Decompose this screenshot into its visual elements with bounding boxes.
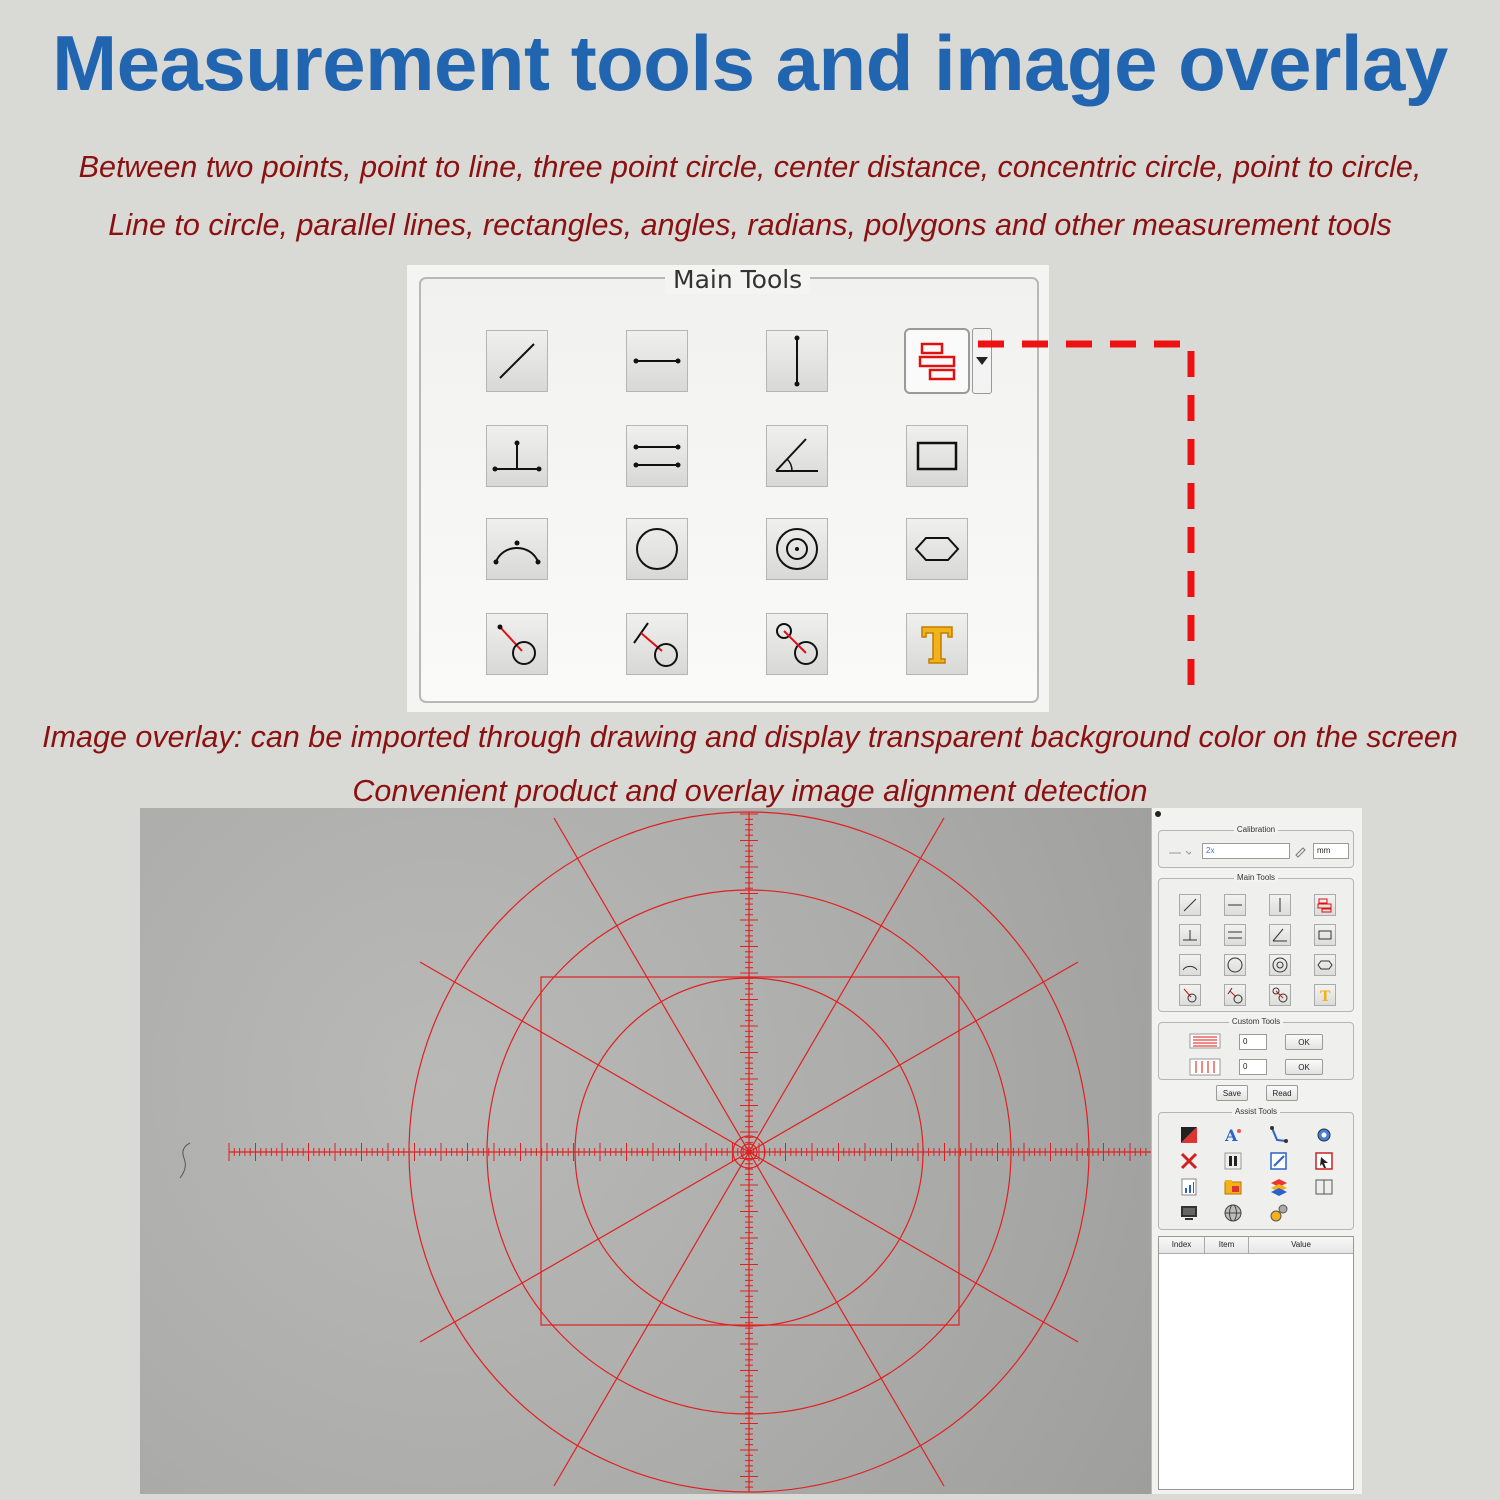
line-to-circle-icon bbox=[1225, 985, 1245, 1005]
node-path-icon[interactable] bbox=[1269, 1125, 1289, 1145]
line-to-circle-tool-button[interactable] bbox=[626, 613, 688, 675]
center-distance-icon bbox=[770, 617, 824, 671]
column-value[interactable]: Value bbox=[1291, 1240, 1311, 1249]
center-distance-mini-button[interactable] bbox=[1269, 984, 1291, 1006]
caption-overlay-line-2: Convenient product and overlay image alignment detection bbox=[352, 774, 1148, 808]
rectangle-tool-button[interactable] bbox=[906, 425, 968, 487]
layers-icon[interactable] bbox=[1269, 1177, 1289, 1197]
two-point-line-mini-button[interactable] bbox=[1179, 894, 1201, 916]
parallel-lines-icon bbox=[1225, 925, 1245, 945]
vertical-grid-count[interactable]: 0 bbox=[1239, 1059, 1267, 1075]
assist-tools-title: Assist Tools bbox=[1232, 1107, 1280, 1116]
pencil-icon[interactable] bbox=[1293, 844, 1307, 858]
vertical-line-tool-button[interactable] bbox=[766, 330, 828, 392]
cursor-capture-icon[interactable] bbox=[1314, 1151, 1334, 1171]
point-to-line-icon bbox=[490, 429, 544, 483]
side-main-tools-title: Main Tools bbox=[1234, 873, 1278, 882]
results-table-header bbox=[1159, 1237, 1353, 1254]
page-title: Measurement tools and image overlay bbox=[52, 19, 1448, 107]
custom-tools-title: Custom Tools bbox=[1229, 1017, 1283, 1026]
concentric-circle-icon bbox=[770, 522, 824, 576]
calibration-group bbox=[1158, 825, 1354, 868]
point-to-circle-icon bbox=[1180, 985, 1200, 1005]
line-to-circle-mini-button[interactable] bbox=[1224, 984, 1246, 1006]
polygon-mini-button[interactable] bbox=[1314, 954, 1336, 976]
pause-icon[interactable] bbox=[1223, 1151, 1243, 1171]
custom-tool-button[interactable] bbox=[904, 328, 970, 394]
globe-icon[interactable] bbox=[1223, 1203, 1243, 1223]
concentric-circle-mini-button[interactable] bbox=[1269, 954, 1291, 976]
center-distance-tool-button[interactable] bbox=[766, 613, 828, 675]
vertical-grid-icon[interactable] bbox=[1189, 1058, 1221, 1076]
point-to-circle-icon bbox=[490, 617, 544, 671]
custom-tool-icon bbox=[1315, 895, 1335, 915]
line-to-circle-icon bbox=[630, 617, 684, 671]
arc-icon bbox=[1180, 955, 1200, 975]
pin-icon[interactable] bbox=[1154, 810, 1162, 818]
side-tools-panel bbox=[1151, 808, 1362, 1494]
color-mode-icon[interactable] bbox=[1179, 1125, 1199, 1145]
magnification-select[interactable]: 2x bbox=[1202, 843, 1290, 859]
two-point-line-tool-button[interactable] bbox=[486, 330, 548, 392]
concentric-circle-icon bbox=[1270, 955, 1290, 975]
polygon-tool-button[interactable] bbox=[906, 518, 968, 580]
point-to-line-mini-button[interactable] bbox=[1179, 924, 1201, 946]
rectangle-mini-button[interactable] bbox=[1314, 924, 1336, 946]
custom-tools-group bbox=[1158, 1017, 1354, 1080]
calibration-title: Calibration bbox=[1234, 825, 1278, 834]
parallel-lines-mini-button[interactable] bbox=[1224, 924, 1246, 946]
circle-icon bbox=[1225, 955, 1245, 975]
horizontal-line-mini-button[interactable] bbox=[1224, 894, 1246, 916]
read-button[interactable]: Read bbox=[1266, 1085, 1298, 1101]
circle-tool-button[interactable] bbox=[626, 518, 688, 580]
text-mini-button[interactable] bbox=[1314, 984, 1336, 1006]
text-style-icon[interactable] bbox=[1223, 1125, 1243, 1145]
center-distance-icon bbox=[1270, 985, 1290, 1005]
angle-icon bbox=[1270, 925, 1290, 945]
settings-gear-icon[interactable] bbox=[1314, 1125, 1334, 1145]
rectangle-icon bbox=[1315, 925, 1335, 945]
parallel-lines-tool-button[interactable] bbox=[626, 425, 688, 487]
report-icon[interactable] bbox=[1179, 1177, 1199, 1197]
results-table bbox=[1158, 1236, 1354, 1490]
svg-text:A: A bbox=[1225, 1126, 1238, 1145]
point-to-circle-mini-button[interactable] bbox=[1179, 984, 1201, 1006]
custom-tool-mini-button[interactable] bbox=[1314, 894, 1336, 916]
text-icon bbox=[910, 617, 964, 671]
save-button[interactable]: Save bbox=[1216, 1085, 1248, 1101]
concentric-circle-tool-button[interactable] bbox=[766, 518, 828, 580]
parallel-lines-icon bbox=[630, 429, 684, 483]
custom-tool-dropdown[interactable] bbox=[972, 328, 992, 394]
horizontal-line-icon bbox=[1225, 895, 1245, 915]
custom-tool-icon bbox=[910, 334, 964, 388]
reticle-scale-ticks bbox=[229, 814, 1146, 1487]
horizontal-grid-ok-button[interactable]: OK bbox=[1285, 1034, 1323, 1050]
assist-tools-group bbox=[1158, 1107, 1354, 1230]
vertical-grid-ok-button[interactable]: OK bbox=[1285, 1059, 1323, 1075]
angle-icon bbox=[770, 429, 824, 483]
column-item[interactable]: Item bbox=[1205, 1237, 1249, 1253]
polygon-icon bbox=[910, 522, 964, 576]
edit-document-icon[interactable] bbox=[1269, 1151, 1289, 1171]
caption-tools-line-2: Line to circle, parallel lines, rectangles, angles, radians, polygons and other measurement tools bbox=[108, 208, 1392, 242]
angle-tool-button[interactable] bbox=[766, 425, 828, 487]
unit-select[interactable]: mm bbox=[1313, 843, 1349, 859]
svg-text:T: T bbox=[1320, 989, 1331, 1005]
vertical-line-mini-button[interactable] bbox=[1269, 894, 1291, 916]
horizontal-grid-icon[interactable] bbox=[1189, 1033, 1221, 1049]
caption-tools-line-1: Between two points, point to line, three point circle, center distance, concentric circle, point to circle, bbox=[78, 150, 1422, 184]
column-index[interactable]: Index bbox=[1159, 1237, 1205, 1253]
polygon-icon bbox=[1315, 955, 1335, 975]
horizontal-line-tool-button[interactable] bbox=[626, 330, 688, 392]
text-tool-button[interactable] bbox=[906, 613, 968, 675]
arc-icon bbox=[490, 522, 544, 576]
arc-mini-button[interactable] bbox=[1179, 954, 1201, 976]
horizontal-grid-count[interactable]: 0 bbox=[1239, 1034, 1267, 1050]
horizontal-line-icon bbox=[630, 334, 684, 388]
point-to-circle-tool-button[interactable] bbox=[486, 613, 548, 675]
calibration-line-icon[interactable] bbox=[1167, 845, 1191, 857]
caption-overlay-line-1: Image overlay: can be imported through drawing and display transparent background color on the screen bbox=[42, 720, 1458, 754]
overlay-image-view[interactable] bbox=[140, 808, 1151, 1494]
main-tools-title: Main Tools bbox=[665, 265, 810, 294]
point-to-line-icon bbox=[1180, 925, 1200, 945]
two-point-line-icon bbox=[1180, 895, 1200, 915]
rectangle-icon bbox=[910, 429, 964, 483]
monitor-icon[interactable] bbox=[1179, 1203, 1199, 1223]
circle-mini-button[interactable] bbox=[1224, 954, 1246, 976]
point-to-line-tool-button[interactable] bbox=[486, 425, 548, 487]
delete-icon[interactable] bbox=[1179, 1151, 1199, 1171]
angle-mini-button[interactable] bbox=[1269, 924, 1291, 946]
open-folder-icon[interactable] bbox=[1223, 1177, 1243, 1197]
vertical-line-icon bbox=[1270, 895, 1290, 915]
reticle-overlay bbox=[140, 808, 1151, 1494]
main-tools-panel-zoomed bbox=[407, 265, 1049, 712]
text-icon bbox=[1315, 985, 1335, 1005]
arc-tool-button[interactable] bbox=[486, 518, 548, 580]
vertical-line-icon bbox=[770, 334, 824, 388]
circle-icon bbox=[630, 522, 684, 576]
notebook-icon[interactable] bbox=[1314, 1177, 1334, 1197]
two-point-line-icon bbox=[490, 334, 544, 388]
gear-pair-icon[interactable] bbox=[1269, 1203, 1289, 1223]
side-main-tools-group bbox=[1158, 873, 1354, 1012]
